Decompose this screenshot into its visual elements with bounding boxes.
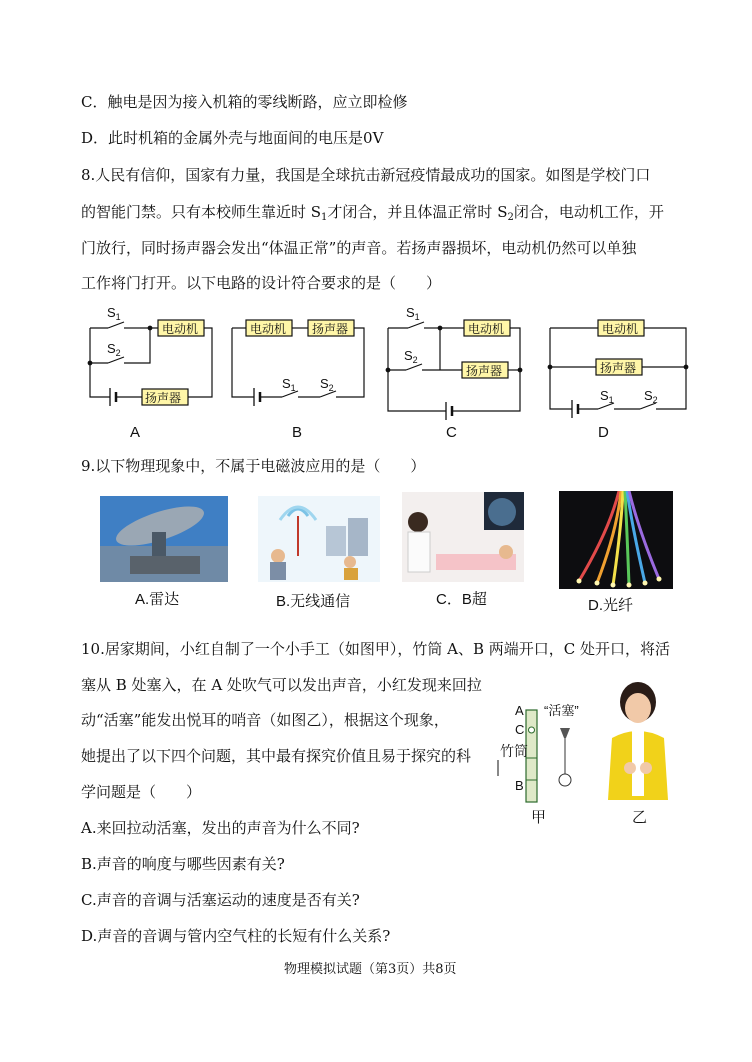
q10-stem-line5: 学问题是（ ） [81,783,202,801]
circuit-a-s2: $S_2$ [107,341,121,358]
girl-photo [598,676,678,800]
q7-option-c: C．触电是因为接入机箱的零线断路，应立即检修 [81,93,408,111]
circuit-d-s1: $S_1$ [600,388,614,405]
tube-label-b: B [515,778,524,793]
q9-caption-c: C．B超 [436,591,487,608]
radar-photo [100,496,228,582]
q10-option-c: C.声音的音调与活塞运动的速度是否有关? [81,891,360,909]
tube-label: 竹筒 [500,743,528,759]
circuit-d-s2: $S_2$ [644,388,658,405]
circuit-b-speaker: 扬声器 [312,322,349,336]
circuit-c-s2: $S_2$ [404,348,418,365]
circuit-d-speaker: 扬声器 [600,361,637,375]
circuit-a-motor: 电动机 [162,322,199,336]
wireless-photo [258,496,380,582]
q8-stem-line2: 的智能门禁。只有本校师生靠近时 $S_1$才闭合，并且体温正常时 $S_2$闭合，电动机工作，开 [81,203,664,223]
q10-stem-line3: 动“活塞”能发出悦耳的哨音（如图乙），根据这个现象， [81,711,449,729]
circuit-d-motor: 电动机 [602,322,639,336]
figure-jia-label: 甲 [531,809,547,826]
circuit-a-speaker: 扬声器 [145,391,182,405]
piston-label: “活塞” [544,703,579,718]
optical-fiber-photo [559,491,673,589]
figure-yi-label: 乙 [632,809,648,826]
circuit-c-motor: 电动机 [468,322,505,336]
circuit-b-motor: 电动机 [250,322,287,336]
q8-stem-line4: 工作将门打开。以下电路的设计符合要求的是（ ） [81,274,442,292]
q10-stem-line2: 塞从 B 处塞入，在 A 处吹气可以发出声音，小红发现来回拉 [81,676,482,694]
circuit-d-label: D [598,424,609,441]
tube-label-a: A [515,703,524,718]
page-footer: 物理模拟试题（第3页）共8页 [284,962,457,977]
q10-option-b: B.声音的响度与哪些因素有关? [81,855,285,873]
circuit-c-label: C [446,424,457,441]
circuit-a-s1: $S_1$ [107,305,121,322]
q7-option-d: D．此时机箱的金属外壳与地面间的电压是0V [81,129,384,147]
q10-stem-line1: 10.居家期间，小红自制了一个小手工（如图甲），竹筒 A、B 两端开口，C 处开口，将活 [81,640,670,658]
q9-caption-a: A.雷达 [135,591,180,608]
circuit-a-label: A [130,424,141,441]
ultrasound-photo [402,492,524,582]
q9-caption-d: D.光纤 [588,597,634,614]
tube-label-c: C [515,722,525,737]
circuit-b-label: B [292,424,303,441]
q10-option-d: D.声音的音调与管内空气柱的长短有什么关系? [81,927,391,945]
circuit-c-s1: $S_1$ [406,305,420,322]
q10-option-a: A.来回拉动活塞，发出的声音为什么不同? [81,819,360,837]
q9-stem: 9.以下物理现象中，不属于电磁波应用的是（ ） [81,457,426,475]
circuit-b-s2: $S_2$ [320,376,334,393]
q8-stem-line1: 8.人民有信仰，国家有力量，我国是全球抗击新冠疫情最成功的国家。如图是学校门口 [81,166,651,184]
q9-caption-b: B.无线通信 [276,593,351,610]
circuit-b-s1: $S_1$ [282,376,296,393]
circuit-c-speaker: 扬声器 [466,364,503,378]
q10-stem-line4: 她提出了以下四个问题，其中最有探究价值且易于探究的科 [81,747,472,765]
q8-stem-line3: 门放行，同时扬声器会发出“体温正常”的声音。若扬声器损坏，电动机仍然可以单独 [81,239,637,257]
